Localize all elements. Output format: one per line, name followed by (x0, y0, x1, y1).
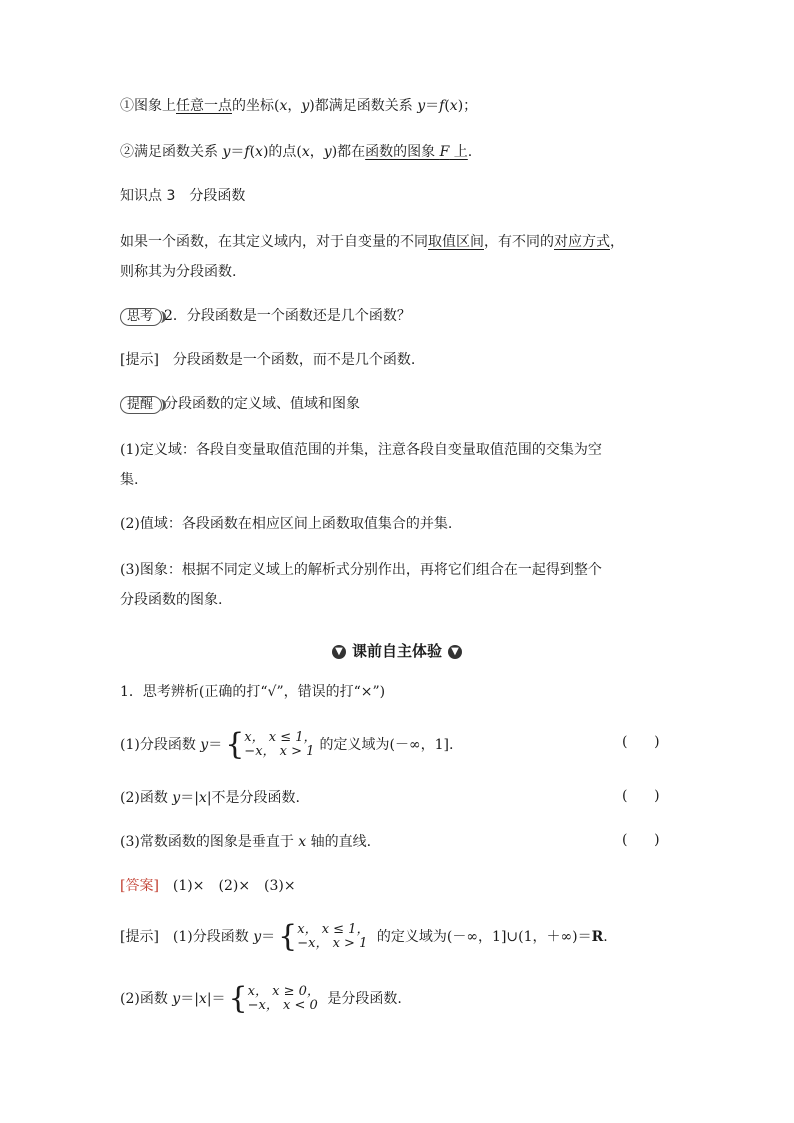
math-var: y (172, 790, 181, 806)
math-var: y (323, 144, 332, 160)
math-var: y (172, 991, 181, 1007)
text: 的坐标( (232, 98, 280, 114)
text-line: (1)定义域：各段自变量取值范围的并集，注意各段自变量取值范围的交集为空 (120, 442, 602, 458)
section-title (0, 640, 794, 661)
text: ， (309, 144, 324, 160)
underlined-term: 取值区间 (428, 234, 484, 250)
section-heading: 知识点 3 分段函数 (120, 188, 246, 204)
text: (2)函数 (120, 790, 173, 806)
text: (2)函数 (120, 991, 173, 1007)
math-var: f (439, 98, 445, 114)
text: 分段函数是一个函数，而不是几个函数. (158, 352, 416, 368)
text: 课前自主体验 (351, 642, 442, 660)
text: ②满足函数关系 (120, 144, 223, 160)
text: |＝ (206, 991, 226, 1007)
think-line (120, 306, 411, 326)
piecewise-formula (278, 919, 370, 954)
hint-label: [提示] (120, 352, 159, 368)
hint-line (120, 981, 402, 1016)
text: . (603, 929, 608, 945)
text: ( (444, 98, 450, 114)
answer-blank[interactable]: ( ) (622, 832, 660, 848)
text: ＝ (261, 929, 276, 945)
formula-row: x， x ≤ 1， (244, 730, 317, 745)
text: 函数的图象 (365, 144, 440, 160)
brace: { (278, 919, 298, 954)
math-var: F (439, 144, 450, 160)
remind-tag: 提醒 (120, 396, 162, 414)
text-line: 则称其为分段函数. (120, 264, 237, 280)
question-item (120, 727, 454, 762)
text: ＝ (425, 98, 440, 114)
question: 1．思考辨析(正确的打“√”，错误的打“×”) (120, 684, 386, 700)
math-var: y (301, 98, 310, 114)
math-set: R (591, 929, 604, 945)
text: ＝| (180, 790, 199, 806)
math-var: x (198, 790, 207, 806)
text: ①图象上 (120, 98, 176, 114)
think-tag: 思考 (120, 308, 162, 326)
text: ， (287, 98, 302, 114)
text: ＝| (180, 991, 199, 1007)
hint-line (120, 350, 415, 370)
text: ＝ (208, 737, 223, 753)
math-var: f (244, 144, 250, 160)
down-circle-icon: ▼ (332, 645, 346, 659)
underlined-term (365, 144, 468, 160)
text: 轴的直线. (306, 834, 372, 850)
text: ＝ (230, 144, 245, 160)
text: (1)分段函数 (158, 929, 254, 945)
text: 上 (449, 144, 468, 160)
underlined-term: 对应方式 (554, 234, 610, 250)
brace: { (228, 981, 248, 1016)
text-line (120, 96, 477, 116)
piecewise-formula (228, 981, 320, 1016)
text: (1)分段函数 (120, 737, 201, 753)
text-line: 集. (120, 472, 139, 488)
text: )的点( (262, 144, 302, 160)
question-item (120, 788, 300, 808)
formula-row: −x， x > 1 (244, 744, 315, 759)
text: |不是分段函数. (206, 790, 300, 806)
text-line: 分段函数的图象. (120, 592, 223, 608)
text: )都在 (331, 144, 366, 160)
text: ，有不同的 (484, 234, 554, 250)
math-var: x (279, 98, 288, 114)
math-var: y (253, 929, 262, 945)
formula-row: x， x ≥ 0， (247, 984, 320, 999)
answer-line (120, 876, 296, 896)
text: 2．分段函数是一个函数还是几个函数？ (164, 308, 411, 324)
hint-label: [提示] (120, 929, 159, 945)
text: )； (457, 98, 478, 114)
down-circle-icon: ▼ (448, 645, 462, 659)
math-var: x (298, 834, 307, 850)
text: )都满足函数关系 (309, 98, 418, 114)
formula-row: x， x ≤ 1， (297, 922, 370, 937)
text-line: (2)值域：各段函数在相应区间上函数取值集合的并集. (120, 516, 453, 532)
answer-blank[interactable]: ( ) (622, 788, 660, 804)
answer-label: [答案] (120, 878, 159, 894)
text: . (467, 144, 473, 160)
underlined-term: 任意一点 (176, 98, 232, 114)
question-item (120, 832, 371, 852)
text-line (120, 232, 624, 252)
math-var: y (417, 98, 426, 114)
brace: { (225, 727, 245, 762)
text: 的定义域为(－∞，1]∪(1，＋∞)＝ (372, 929, 592, 945)
text-line: (3)图象：根据不同定义域上的解析式分别作出，再将它们组合在一起得到整个 (120, 562, 602, 578)
text: (1)× (2)× (3)× (158, 878, 296, 894)
math-var: y (222, 144, 231, 160)
math-var: y (200, 737, 209, 753)
text: (3)常数函数的图象是垂直于 (120, 834, 299, 850)
math-var: x (255, 144, 263, 160)
text: 的定义域为(－∞，1]. (319, 737, 454, 753)
math-var: x (198, 991, 207, 1007)
formula-row: −x， x > 1 (297, 936, 368, 951)
remind-line (120, 394, 360, 414)
math-var: x (301, 144, 310, 160)
text-line (120, 142, 472, 162)
formula-row: −x， x < 0 (247, 998, 318, 1013)
text: 分段函数的定义域、值域和图象 (164, 396, 361, 412)
text: 是分段函数. (322, 991, 402, 1007)
text: ， (610, 234, 624, 250)
math-var: x (449, 98, 458, 114)
answer-blank[interactable]: ( ) (622, 734, 660, 750)
piecewise-formula (225, 727, 317, 762)
text: ( (249, 144, 256, 160)
text: 如果一个函数，在其定义域内，对于自变量的不同 (120, 234, 428, 250)
hint-line (120, 919, 608, 954)
